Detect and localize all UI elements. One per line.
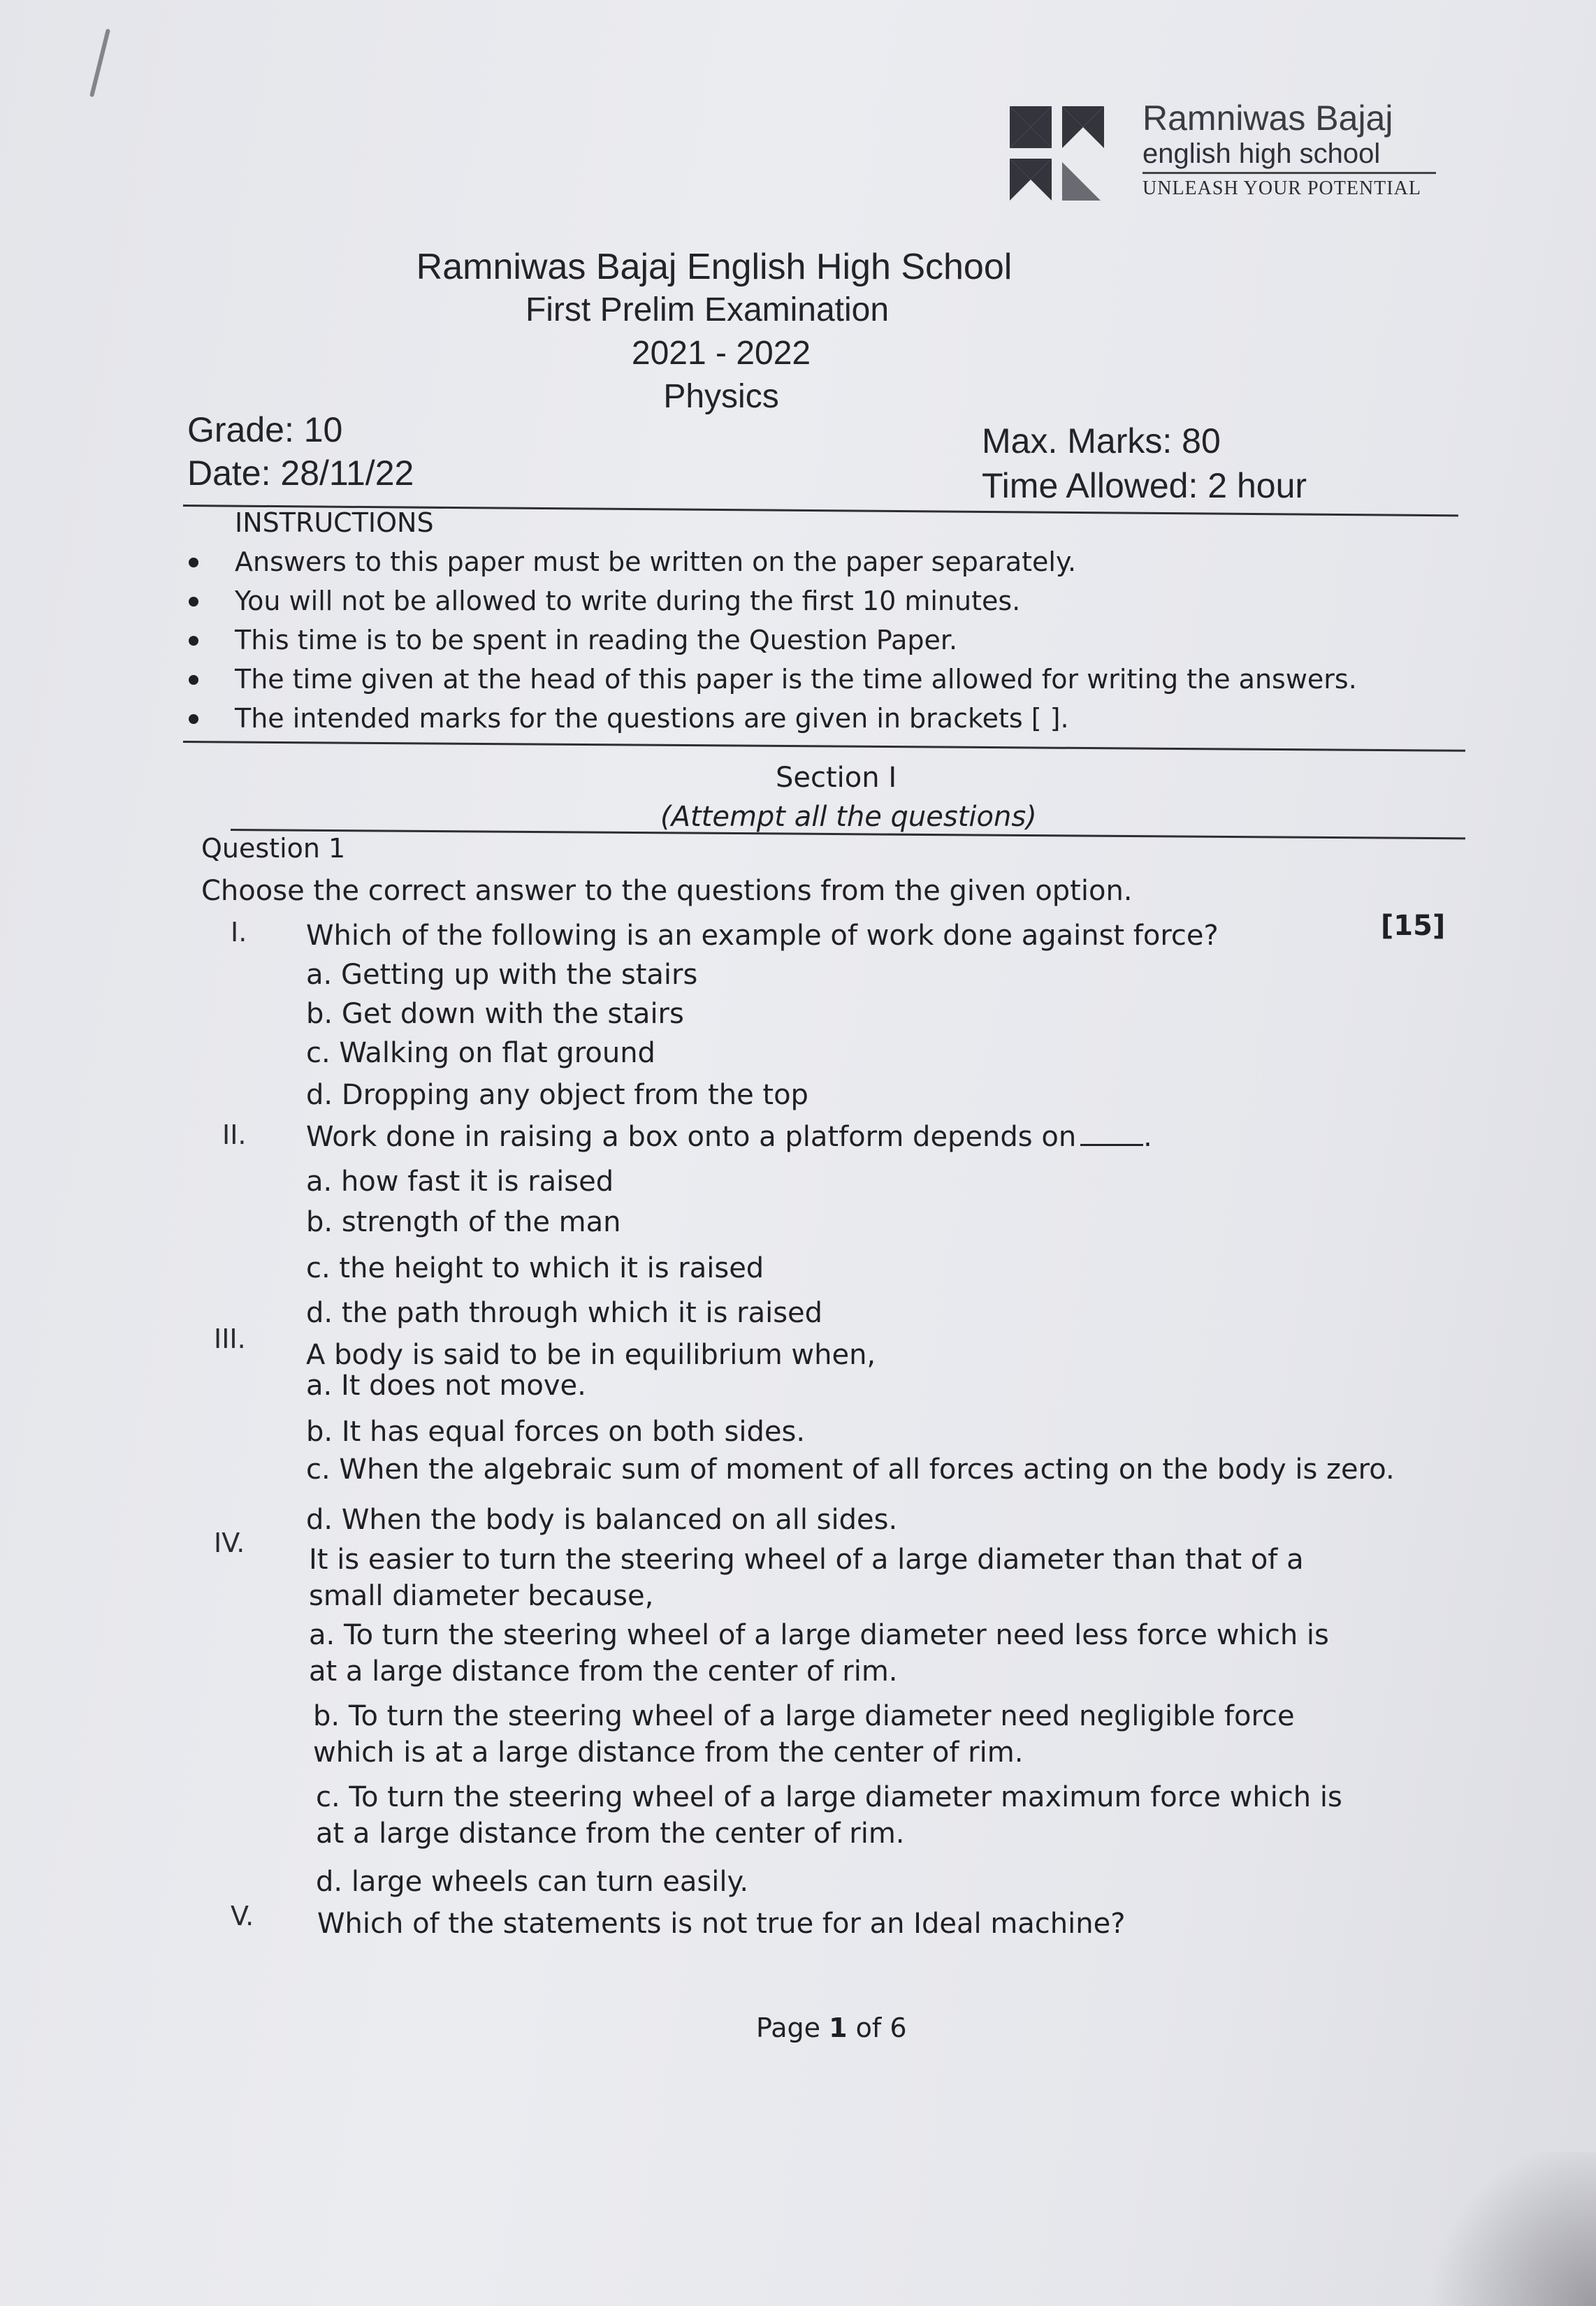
subject-title: Physics [663,378,779,415]
question-number: III. [214,1324,246,1354]
option: b. Get down with the stairs [306,998,684,1030]
bullet-icon [189,675,198,685]
logo-school-type: english high school [1142,138,1381,169]
academic-year: 2021 - 2022 [631,335,811,372]
option: b. It has equal forces on both sides. [306,1416,806,1448]
option: a. how fast it is raised [306,1166,614,1198]
option: c. When the algebraic sum of moment of all forces acting on the body is zero. [306,1453,1395,1486]
question-marks: [15] [1381,910,1446,942]
option: d. Dropping any object from the top [306,1079,808,1111]
logo-school-name: Ramniwas Bajaj [1142,99,1393,138]
logo-divider [1142,172,1436,174]
school-logo [1010,98,1457,210]
option: c. Walking on flat ground [306,1037,655,1069]
question-text: A body is said to be in equilibrium when, [306,1339,876,1371]
option: c. the height to which it is raised [306,1252,764,1284]
bullet-icon [189,636,198,646]
instruction-item: Answers to this paper must be written on the paper separately. [183,546,1357,586]
instructions-divider [183,741,1465,752]
question-instruction: Choose the correct answer to the questions from the given option. [201,875,1133,907]
question-number: II. [222,1119,247,1150]
instruction-item: The intended marks for the questions are given in brackets [ ]. [183,703,1357,742]
pencil-mark [89,29,110,97]
exam-title: First Prelim Examination [525,291,890,328]
question-number: IV. [214,1528,245,1558]
section-note: (Attempt all the questions) [660,801,1037,833]
bullet-icon [189,714,198,724]
time-allowed-label: Time Allowed: 2 hour [982,466,1307,505]
question-number: V. [231,1901,254,1931]
grade-label: Grade: 10 [187,410,343,449]
instructions-title: INSTRUCTIONS [235,507,434,538]
question-text: It is easier to turn the steering wheel of a large diameter than that of a small diameter because, [309,1544,1304,1612]
school-title: Ramniwas Bajaj English High School [416,247,1013,287]
option: c. To turn the steering wheel of a large diameter maximum force which is at a large distance from the center of rim. [316,1781,1342,1850]
option: d. When the body is balanced on all sides. [306,1504,898,1536]
option: a. It does not move. [306,1370,586,1402]
logo-tagline: UNLEASH YOUR POTENTIAL [1142,177,1421,199]
question-heading: Question 1 [201,833,346,864]
question-text: Which of the following is an example of work done against force? [306,920,1219,952]
option: a. To turn the steering wheel of a large diameter need less force which is at a large distance from the center of rim. [309,1619,1329,1688]
page-corner-shadow [1414,2152,1596,2306]
option: d. large wheels can turn easily. [316,1866,749,1898]
question-text: Work done in raising a box onto a platform depends on . [306,1121,1152,1153]
instruction-item: This time is to be spent in reading the Question Paper. [183,625,1357,664]
option: b. To turn the steering wheel of a large diameter need negligible force which is at a large distance from the center of rim. [313,1700,1295,1769]
bullet-icon [189,597,198,607]
option: a. Getting up with the stairs [306,959,698,991]
instruction-item: You will not be allowed to write during the first 10 minutes. [183,586,1357,625]
logo-mark-icon [1010,106,1108,204]
option: b. strength of the man [306,1206,621,1238]
bullet-icon [189,558,198,567]
max-marks-label: Max. Marks: 80 [982,421,1221,461]
answer-blank [1080,1144,1143,1146]
section-title: Section I [776,762,897,794]
date-label: Date: 28/11/22 [187,454,414,493]
instructions-list [183,546,1357,742]
question-text: Which of the statements is not true for an Ideal machine? [317,1908,1126,1940]
option: d. the path through which it is raised [306,1297,823,1329]
instruction-item: The time given at the head of this paper is the time allowed for writing the answers. [183,664,1357,703]
question-number: I. [231,917,247,948]
page-footer: Page 1 of 6 [756,2013,907,2043]
